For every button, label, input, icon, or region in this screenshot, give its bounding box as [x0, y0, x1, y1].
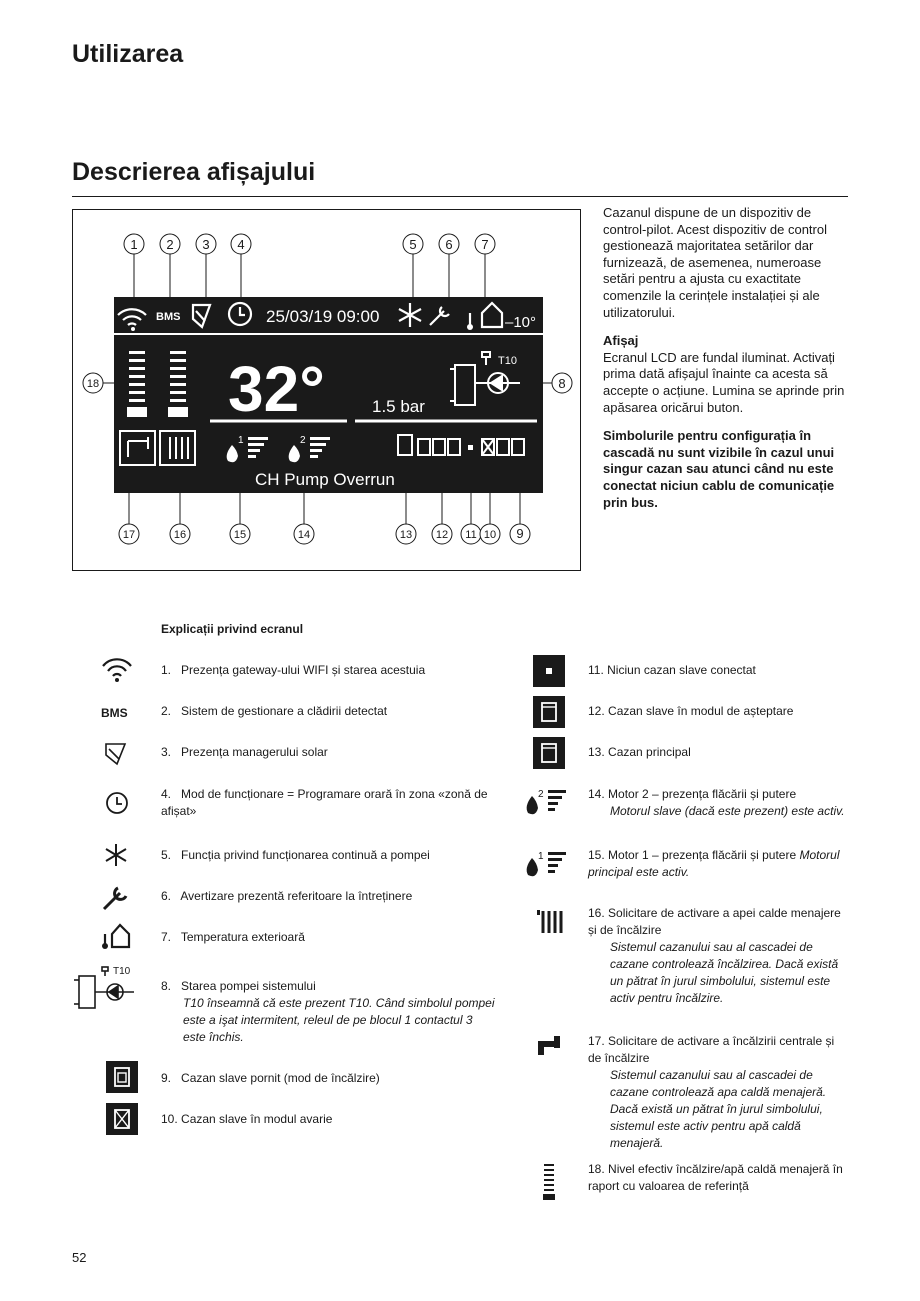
- page-title: Descrierea afișajului: [72, 158, 316, 186]
- legend-title: Explicații privind ecranul: [161, 622, 304, 636]
- legend-item-18: 18. Nivel efectiv încălzire/apă caldă menajeră în raport cu valoarea de referință: [588, 1162, 843, 1193]
- legend-item-13: 13. Cazan principal: [588, 745, 691, 759]
- svg-text:4: 4: [237, 237, 245, 252]
- legend-item-10: 10. Cazan slave în modul avarie: [161, 1112, 333, 1126]
- lcd-panel: [114, 297, 543, 493]
- legend-item-14: 14. Motor 2 – prezența flăcării și putere Motorul slave (dacă este prezent) este activ.: [588, 787, 845, 818]
- callout-6: [439, 234, 459, 254]
- svg-text:2: 2: [538, 789, 544, 800]
- svg-text:10: 10: [483, 529, 497, 541]
- svg-text:5: 5: [409, 237, 417, 252]
- legend-item-9: 9. Cazan slave pornit (mod de încălzire): [161, 1071, 380, 1085]
- legend-item-2: 2. Sistem de gestionare a clădirii detectat: [161, 704, 388, 718]
- callout-7: [475, 234, 495, 254]
- date-time: 25/03/19 09:00: [266, 307, 380, 326]
- main-boiler-icon: [533, 737, 565, 769]
- legend-item-17: 17. Solicitare de activare a încălzirii centrale și de încălzire Sistemul cazanului sau al cascadei de cazane controlează apa caldă menajeră. Dacă există un pătrat în jurul simbolului, sistemul este activ pentru apă caldă menajeră.: [588, 1034, 835, 1150]
- callout-1: [124, 234, 144, 254]
- callout-3: [196, 234, 216, 254]
- callouts-bottom: [119, 524, 530, 544]
- temperature-readout: 32°: [228, 353, 325, 425]
- outdoor-temp: –10°: [505, 314, 537, 331]
- svg-text:18: 18: [86, 378, 100, 390]
- cascade-note: Simbolurile pentru configurația în cascadă nu sunt vizibile în cazul unui singur cazan sau atunci când nu este conectat niciun cablu de comunicație prin bus.: [603, 428, 835, 510]
- display-paragraph: Ecranul LCD are fundal iluminat. Activați prima dată afișajul înainte ca acesta să accepte o acțiune. Lumina se aprinde prin apăsarea oricărui buton.: [603, 349, 845, 415]
- clock-icon: [104, 790, 130, 816]
- svg-text:15: 15: [233, 529, 247, 541]
- page-number: 52: [72, 1250, 87, 1265]
- pump-label: T10: [498, 355, 517, 367]
- t10-label: T10: [113, 966, 131, 977]
- svg-text:11: 11: [465, 529, 477, 541]
- svg-text:9: 9: [516, 526, 524, 541]
- callout-8: [552, 373, 572, 393]
- svg-text:14: 14: [297, 529, 311, 541]
- pressure-readout: 1.5 bar: [372, 397, 425, 416]
- bms-label: BMS: [156, 311, 181, 323]
- callout-18: [83, 373, 103, 393]
- svg-text:7: 7: [481, 237, 489, 252]
- svg-text:6: 6: [445, 237, 453, 252]
- legend-item-1: 1. Prezența gateway-ului WIFI și starea acestuia: [161, 663, 426, 677]
- legend-item-11: 11. Niciun cazan slave conectat: [588, 663, 756, 677]
- legend-item-4: 4. Mod de funcționare = Programare orară în zona «zonă de afișat»: [161, 787, 488, 818]
- display-diagram: [72, 209, 581, 571]
- display-heading: Afișaj: [603, 333, 639, 349]
- legend-item-6: 6. Avertizare prezentă referitoare la întreținere: [161, 889, 413, 903]
- no-slave-icon: [533, 655, 565, 687]
- flame-motor-2-icon: [524, 786, 572, 818]
- svg-text:13: 13: [399, 529, 413, 541]
- svg-text:1: 1: [130, 237, 138, 252]
- svg-text:12: 12: [435, 529, 449, 541]
- callout-2: [160, 234, 180, 254]
- legend-item-15: 15. Motor 1 – prezența flăcării și putere Motorul principal este activ.: [588, 848, 840, 879]
- outdoor-temp-icon: [100, 922, 132, 950]
- callout-4: [231, 234, 251, 254]
- svg-text:8: 8: [558, 376, 566, 391]
- slave-boiler-fault-icon: [106, 1103, 138, 1135]
- intro-paragraph: Cazanul dispune de un dispozitiv de control-pilot. Acest dispozitiv de control gestionează majoritatea setărilor dar furnizează, de asemenea, numeroase setări pentru a ajusta cu exactitate comenzile la cerințele instalației și ale utilizatorului.: [603, 205, 827, 320]
- bms-icon: BMS: [101, 706, 128, 720]
- slave-standby-icon: [533, 696, 565, 728]
- slave-boiler-on-icon: [106, 1061, 138, 1093]
- svg-text:1: 1: [238, 435, 244, 446]
- legend-item-7: 7. Temperatura exterioară: [161, 930, 305, 944]
- svg-text:3: 3: [202, 237, 210, 252]
- legend-item-3: 3. Prezența managerului solar: [161, 745, 328, 759]
- hot-water-tap-icon: [534, 1033, 566, 1061]
- callout-5: [403, 234, 423, 254]
- callouts-top: [124, 234, 495, 254]
- svg-text:1: 1: [538, 851, 544, 862]
- svg-text:17: 17: [122, 529, 136, 541]
- legend-item-5: 5. Funcția privind funcționarea continuă a pompei: [161, 848, 430, 862]
- flame-motor-1-icon: [524, 848, 572, 880]
- side-text: [603, 205, 851, 523]
- wrench-icon: [100, 883, 132, 913]
- level-bar-icon: [541, 1162, 559, 1202]
- snowflake-icon: [103, 842, 129, 868]
- section-title: Utilizarea: [72, 40, 184, 68]
- heating-radiator-icon: [534, 907, 566, 935]
- title-divider: [72, 196, 848, 197]
- legend-item-16: 16. Solicitare de activare a apei calde menajere și de încălzire Sistemul cazanului sau al cascadei de cazane controlează încălzirea. Dacă există un pătrat în jurul simbolului, sistemul este activ pentru încălzire.: [588, 906, 841, 1005]
- svg-text:2: 2: [166, 237, 174, 252]
- svg-text:16: 16: [173, 529, 187, 541]
- legend-item-8: 8. Starea pompei sistemului T10 înseamnă că este prezent T10. Când simbolul pompei este a işat intermitent, releul de pe blocul 1 contactul 3 este închis.: [161, 979, 495, 1044]
- svg-text:2: 2: [300, 435, 306, 446]
- wifi-icon: [100, 655, 134, 683]
- solar-icon: [103, 741, 129, 767]
- legend-item-12: 12. Cazan slave în modul de așteptare: [588, 704, 794, 718]
- status-text: CH Pump Overrun: [255, 470, 395, 489]
